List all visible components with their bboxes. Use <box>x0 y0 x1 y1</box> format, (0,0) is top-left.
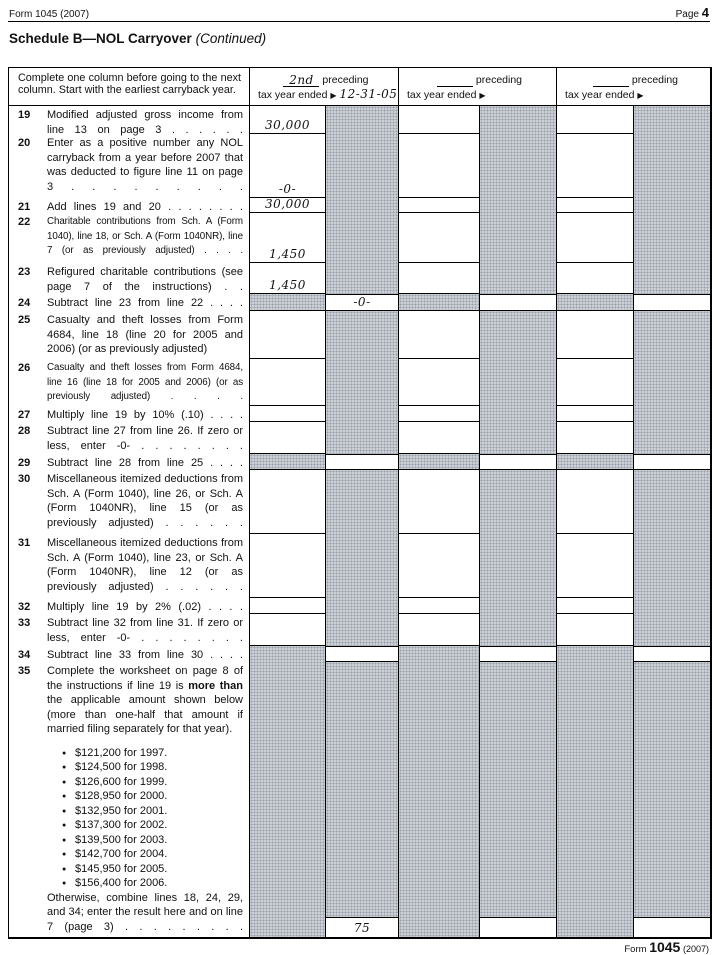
line-33-description: 33 Subtract line 32 from line 31. If zero or less, enter -0- . . . . . . . . <box>18 617 243 644</box>
line-19-description: 19 Modified adjusted gross income from line 13 on page 3 . . . . . . <box>18 109 243 136</box>
line34-col2-result[interactable] <box>479 646 556 662</box>
line35-col2-result[interactable] <box>480 917 556 937</box>
line32-col2-entry[interactable] <box>398 598 479 614</box>
line30-col2-entry[interactable] <box>398 470 479 534</box>
line-34-description: 34 Subtract line 33 from line 30 . . . . <box>18 649 243 661</box>
col3-ordinal-blank[interactable] <box>593 74 629 87</box>
line28-col2-entry[interactable] <box>398 422 479 454</box>
line30-col1-entry[interactable] <box>249 470 325 534</box>
line35-col3-result[interactable] <box>634 917 710 937</box>
line33-col1-entry[interactable] <box>249 614 325 646</box>
line23-col1-entry[interactable]: 1,450 <box>249 263 325 294</box>
shaded-cell <box>325 662 398 937</box>
bullet-icon: ● <box>62 764 67 771</box>
shaded-cell <box>633 106 710 294</box>
line25-col2-entry[interactable] <box>398 311 479 359</box>
bullet-icon: ● <box>62 822 67 829</box>
line31-col3-entry[interactable] <box>556 534 633 598</box>
page-footer: Form 1045 (2007) <box>624 939 709 955</box>
line33-col3-entry[interactable] <box>556 614 633 646</box>
line27-col2-entry[interactable] <box>398 406 479 422</box>
line33-col2-entry[interactable] <box>398 614 479 646</box>
bullet-icon: ● <box>62 749 67 757</box>
line-35-description: 35 Complete the worksheet on page 8 of the instructions if line 19 is more than the applicable amount shown below (more than one-half that amount if married filing separately for that year). ● $121,200 for 1997. ● $124,500 for 1998. ● $126,600 for 1999. ● $128,950 for 2000. ● $132,950 for 2001. ● $137,300 for 2002. ● $139,500 for 2003. ● $142,700 for 2004. ● $145,950 for 2005. ● $156,400 for 2006. Otherwise, combine lines 18, 24, 29, and 34; enter the result here and on line 7 (page 3) . . . . . . . . . <box>18 665 243 933</box>
line23-col3-entry[interactable] <box>556 263 633 294</box>
form-id: Form 1045 (2007) <box>9 9 90 20</box>
line-35-otherwise-text: Otherwise, combine lines 18, 24, 29, and 34; enter the result here and on line 7 (page 3) . . . . . . . . . <box>47 891 243 933</box>
line23-col2-entry[interactable] <box>398 263 479 294</box>
footer-form-number: 1045 <box>649 939 681 955</box>
col2-header: preceding tax year ended ▶ <box>398 68 556 106</box>
shaded-cell <box>249 454 325 470</box>
shaded-cell <box>479 106 556 294</box>
line35-col1-result[interactable]: 75 <box>326 917 398 937</box>
bullet-icon: ● <box>62 865 67 873</box>
col3-header: preceding tax year ended ▶ <box>556 68 710 106</box>
shaded-cell <box>325 311 398 454</box>
line-28-description: 28 Subtract line 27 from line 26. If zero or less, enter -0- . . . . . . . . <box>18 425 243 452</box>
line29-col2-result[interactable] <box>479 454 556 470</box>
bullet-icon: ● <box>62 880 67 887</box>
line22-col2-entry[interactable] <box>398 213 479 263</box>
bullet-icon: ● <box>62 793 67 800</box>
shaded-cell <box>556 646 633 937</box>
line31-col1-entry[interactable] <box>249 534 325 598</box>
line20-col3-entry[interactable] <box>556 134 633 198</box>
line-21-description: 21 Add lines 19 and 20 . . . . . . . . <box>18 201 243 213</box>
bullet-icon: ● <box>62 851 67 858</box>
line-35-intro: Complete the worksheet on page 8 of the instructions if line 19 is more than the applicable amount shown below (more than one-half that amount if married filing separately for that year). <box>47 665 243 735</box>
col1-header: 2nd preceding tax year ended ▶ 12-31-05 <box>249 68 398 106</box>
line25-col1-entry[interactable] <box>249 311 325 359</box>
col1-ordinal-blank[interactable] <box>283 74 319 87</box>
page-header <box>9 5 709 20</box>
line22-col1-entry[interactable]: 1,450 <box>249 213 325 263</box>
right-arrow-icon: ▶ <box>330 91 337 100</box>
line28-col1-entry[interactable] <box>249 422 325 454</box>
line27-col3-entry[interactable] <box>556 406 633 422</box>
line-32-description: 32 Multiply line 19 by 2% (.02) . . . . <box>18 601 243 613</box>
line26-col3-entry[interactable] <box>556 359 633 406</box>
shaded-cell <box>556 294 633 311</box>
line25-col3-entry[interactable] <box>556 311 633 359</box>
col1-ordinal-value: 2nd <box>289 73 314 87</box>
line19-col3-entry[interactable] <box>556 106 633 134</box>
line24-col2-result[interactable] <box>479 294 556 311</box>
line31-col2-entry[interactable] <box>398 534 479 598</box>
line-31-description: 31 Miscellaneous itemized deductions from Sch. A (Form 1040), line 23, or Sch. A (Form 1040NR), line 12 (or as previously adjusted) . . . . . . <box>18 537 243 593</box>
line-29-description: 29 Subtract line 28 from line 25 . . . . <box>18 457 243 469</box>
right-arrow-icon: ▶ <box>479 91 486 100</box>
line-26-description: 26 Casualty and theft losses from Form 4684, line 16 (line 18 for 2005 and 2006) (or as previously adjusted) . . . . <box>18 362 243 402</box>
line-25-description: 25 Casualty and theft losses from Form 4684, line 18 (line 20 for 2005 and 2006) (or as previously adjusted) <box>18 314 243 355</box>
threshold-amount-list: ● $121,200 for 1997. ● $124,500 for 1998. ● $126,600 for 1999. ● $128,950 for 2000. ● $132,950 for 2001. ● $137,300 for 2002. ● $139,500 for 2003. ● $142,700 for 2004. ● $145,950 for 2005. ● $156,400 for 2006. <box>47 746 243 891</box>
line26-col2-entry[interactable] <box>398 359 479 406</box>
line19-col2-entry[interactable] <box>398 106 479 134</box>
line26-col1-entry[interactable] <box>249 359 325 406</box>
line29-col3-result[interactable] <box>633 454 710 470</box>
shaded-cell <box>398 294 479 311</box>
shaded-cell <box>479 311 556 454</box>
col2-ordinal-blank[interactable] <box>437 74 473 87</box>
line34-col3-result[interactable] <box>633 646 710 662</box>
page-number: 4 <box>701 5 709 20</box>
shaded-cell <box>398 646 479 937</box>
line-24-description: 24 Subtract line 23 from line 22 . . . . <box>18 297 243 309</box>
line19-col1-entry[interactable]: 30,000 <box>249 106 325 134</box>
page-indicator: Page 4 <box>675 5 709 20</box>
line29-col1-result[interactable] <box>325 454 398 470</box>
line-30-description: 30 Miscellaneous itemized deductions from Sch. A (Form 1040), line 26, or Sch. A (Form 1040NR), line 15 (or as previously adjusted) . . . . . . <box>18 473 243 529</box>
shaded-cell <box>479 470 556 646</box>
line-22-description: 22 Charitable contributions from Sch. A (Form 1040), line 18, or Sch. A (Form 1040NR), line 7 (or as previously adjusted) . . . . <box>18 216 243 256</box>
line21-col2-entry[interactable] <box>398 198 479 213</box>
line-27-description: 27 Multiply line 19 by 10% (.10) . . . . <box>18 409 243 421</box>
nol-carryover-table <box>8 67 712 939</box>
line28-col3-entry[interactable] <box>556 422 633 454</box>
line34-col1-result[interactable] <box>325 646 398 662</box>
col1-tax-year-value[interactable]: 12-31-05 <box>339 87 398 101</box>
header-rule <box>8 21 710 22</box>
shaded-cell <box>633 662 710 937</box>
line20-col1-entry[interactable]: -0- <box>249 134 325 198</box>
line-23-description: 23 Refigured charitable contributions (see page 7 of the instructions) . . <box>18 266 243 293</box>
shaded-cell <box>249 294 325 311</box>
shaded-cell <box>325 470 398 646</box>
continued-label: (Continued) <box>195 31 267 46</box>
line20-col2-entry[interactable] <box>398 134 479 198</box>
bullet-icon: ● <box>62 807 67 815</box>
shaded-cell <box>398 454 479 470</box>
line22-col3-entry[interactable] <box>556 213 633 263</box>
bullet-icon: ● <box>62 778 67 786</box>
shaded-cell <box>556 454 633 470</box>
line32-col1-entry[interactable] <box>249 598 325 614</box>
line21-col3-entry[interactable] <box>556 198 633 213</box>
right-arrow-icon: ▶ <box>637 91 644 100</box>
table-instructions: Complete one column before going to the next column. Start with the earliest carryback year. <box>9 68 249 106</box>
line21-col1-entry[interactable]: 30,000 <box>249 198 325 213</box>
shaded-cell <box>479 662 556 937</box>
line30-col3-entry[interactable] <box>556 470 633 534</box>
line24-col3-result[interactable] <box>633 294 710 311</box>
line27-col1-entry[interactable] <box>249 406 325 422</box>
bullet-icon: ● <box>62 836 67 844</box>
shaded-cell <box>325 106 398 294</box>
schedule-title: Schedule B—NOL Carryover (Continued) <box>9 31 267 46</box>
line24-col1-result[interactable]: -0- <box>325 294 398 311</box>
shaded-cell <box>633 470 710 646</box>
shaded-cell <box>633 311 710 454</box>
shaded-cell <box>249 646 325 937</box>
line-20-description: 20 Enter as a positive number any NOL carryback from a year before 2007 that was deducted to figure line 11 on page 3 . . . . . . . . . <box>18 137 243 193</box>
line32-col3-entry[interactable] <box>556 598 633 614</box>
